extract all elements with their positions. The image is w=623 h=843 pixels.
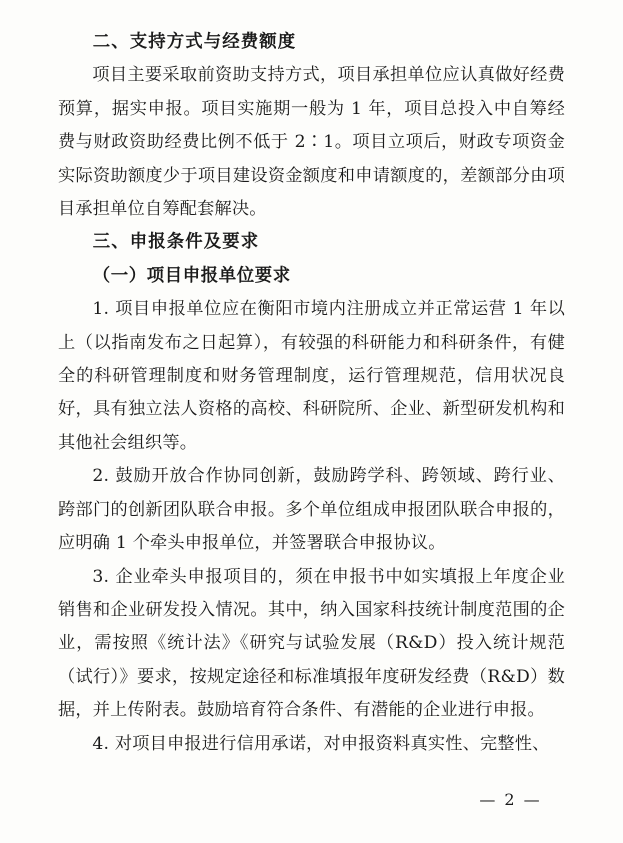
paragraph-item-1: 1. 项目申报单位应在衡阳市境内注册成立并正常运营 1 年以上（以指南发布之日起算），有较强的科研能力和科研条件，有健全的科研管理制度和财务管理制度，运行管理规范，信用状况良好，具有独立法人资格的高校、科研院所、企业、新型研发机构和其他社会组织等。: [58, 299, 565, 453]
document-body: [58, 26, 565, 761]
subsection-heading-applicant: （一）项目申报单位要求: [92, 265, 291, 286]
paragraph-support-funding: 项目主要采取前资助支持方式，项目承担单位应认真做好经费预算，据实申报。项目实施期一般为 1 年，项目总投入中自筹经费与财政资助经费比例不低于 2∶1。项目立项后，财政专项资金实际资助额度少于项目建设资金额度和申请额度的，差额部分由项目承担单位自筹配套解决。: [58, 65, 565, 220]
page-number: [0, 790, 623, 809]
section-heading-support: 二、支持方式与经费额度: [92, 32, 297, 52]
page-number-text: — 2 —: [479, 790, 542, 809]
paragraph-item-3: 3. 企业牵头申报项目的，须在申报书中如实填报上年度企业销售和企业研发投入情况。其中，纳入国家科技统计制度范围的企业，需按照《统计法》《研究与试验发展（R&D）投入统计规范（试行）》要求，按规定途径和标准填报年度研发经费（R&D）数据，并上传附表。鼓励培育符合条件、有潜能的企业进行申报。: [58, 566, 565, 721]
section-heading-requirements: 三、申报条件及要求: [92, 232, 260, 253]
paragraph-item-4: 4. 对项目申报进行信用承诺，对申报资料真实性、完整性、: [92, 733, 550, 754]
paragraph-item-2: 2. 鼓励开放合作协同创新，鼓励跨学科、跨领域、跨行业、跨部门的创新团队联合申报。多个单位组成申报团队联合申报的，应明确 1 个牵头申报单位，并签署联合申报协议。: [58, 466, 565, 554]
